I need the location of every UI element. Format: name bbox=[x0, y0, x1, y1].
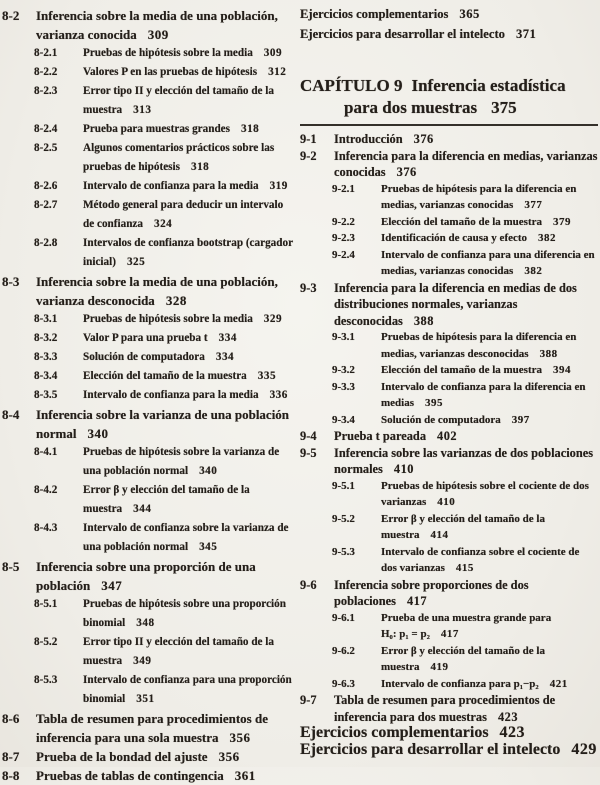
entry-title: Error β y elección del tamaño de la muestra bbox=[83, 484, 250, 515]
entry-body bbox=[381, 181, 598, 214]
toc-entry-8-7 bbox=[2, 747, 295, 766]
toc-entry-9-5.3 bbox=[300, 544, 598, 577]
entry-number: 9-3.4 bbox=[332, 413, 355, 426]
toc-entry-8-2.2 bbox=[2, 63, 295, 82]
toc-entry-8-2.1 bbox=[2, 44, 295, 63]
entry-body bbox=[381, 329, 598, 362]
toc-entry-8-8 bbox=[2, 766, 295, 785]
entry-number: 9-3 bbox=[300, 280, 317, 295]
entry-page-number: 417 bbox=[406, 594, 428, 608]
entry-number: 8-4.1 bbox=[34, 446, 58, 458]
entry-title: Solución de computadora bbox=[83, 351, 205, 363]
entry-body bbox=[36, 557, 295, 595]
entry-number: 9-2.3 bbox=[332, 232, 355, 244]
entry-number: 8-3 bbox=[2, 274, 20, 289]
entry-number: 9-2 bbox=[300, 148, 317, 163]
entry-number: 8-7 bbox=[2, 749, 20, 764]
toc-entry-8-3.3 bbox=[2, 348, 295, 367]
entry-number: 9-6.3 bbox=[332, 677, 355, 690]
chapter-9-entries bbox=[300, 131, 598, 758]
toc-entry-9-3 bbox=[300, 280, 598, 330]
entry-body bbox=[83, 386, 295, 405]
entry-body bbox=[36, 405, 295, 443]
toc-entry-8-2.3 bbox=[2, 82, 295, 120]
entry-page-number: 382 bbox=[524, 265, 543, 277]
entry-body bbox=[83, 367, 295, 386]
entry-title: Pruebas de hipótesis sobre la media bbox=[83, 313, 253, 325]
entry-title: Error tipo II y elección del tamaño de la muestra bbox=[83, 85, 275, 116]
entry-body bbox=[83, 633, 295, 671]
entry-body bbox=[381, 544, 598, 577]
entry-page-number: 319 bbox=[269, 180, 288, 192]
entry-body bbox=[83, 443, 295, 481]
entry-body bbox=[381, 511, 598, 544]
entry-body bbox=[381, 676, 598, 693]
entry-number: 8-2.7 bbox=[34, 199, 58, 211]
entry-page-number: 340 bbox=[199, 465, 218, 477]
entry-title: Método general para deducir un intervalo de confianza bbox=[83, 199, 284, 230]
entry-title: Intervalo de confianza sobre el cociente de dos varianzas bbox=[381, 545, 580, 574]
entry-title: Pruebas de hipótesis sobre la varianza de una población normal bbox=[83, 446, 280, 477]
entry-body bbox=[83, 44, 295, 63]
entry-body bbox=[83, 329, 295, 348]
entry-page-number: 312 bbox=[268, 66, 287, 78]
toc-entry-8-4.3 bbox=[2, 519, 295, 557]
entry-page-number: 325 bbox=[126, 256, 146, 268]
entry-number: 9-2.2 bbox=[332, 215, 355, 228]
entry-page-number: 423 bbox=[497, 709, 519, 724]
entry-title: Elección del tamaño de la muestra bbox=[83, 370, 247, 382]
entry-number: 8-3.2 bbox=[34, 332, 58, 344]
toc-entry-8-3.1 bbox=[2, 310, 295, 329]
toc-entry-9-6 bbox=[300, 577, 598, 610]
entry-title: Intervalo de confianza para una diferencia en medias, varianzas conocidas bbox=[381, 248, 595, 277]
entry-body bbox=[300, 5, 598, 25]
toc-entry-9-6.3 bbox=[300, 676, 598, 693]
chapter-9-title: Inferencia estadística para dos muestras bbox=[344, 76, 566, 117]
toc-entry-8-2.4 bbox=[2, 120, 295, 139]
entry-body bbox=[381, 362, 598, 379]
entry-page-number: 351 bbox=[136, 693, 155, 705]
toc-entry-9-7 bbox=[300, 692, 598, 725]
toc-left-column bbox=[2, 0, 295, 785]
chapter-8-end-exercises bbox=[300, 5, 598, 44]
entry-number: 8-4 bbox=[2, 407, 20, 422]
toc-entry-8-3.5 bbox=[2, 386, 295, 405]
entry-number: 8-3.5 bbox=[34, 389, 58, 401]
toc-entry-8-5.3 bbox=[2, 671, 295, 709]
entry-title: Ejercicios para desarrollar el intelecto bbox=[300, 26, 505, 41]
entry-body bbox=[83, 310, 295, 329]
toc-entry-9-4 bbox=[300, 428, 598, 445]
entry-title: Error β y elección del tamaño de la muestra bbox=[381, 512, 545, 541]
entry-title: Algunos comentarios prácticos sobre las pruebas de hipótesis bbox=[83, 142, 275, 173]
entry-number: 9-4 bbox=[300, 429, 317, 443]
chapter-9-page: 375 bbox=[491, 98, 517, 117]
entry-number: 8-2.1 bbox=[34, 47, 58, 59]
entry-title: Pruebas de tablas de contingencia bbox=[36, 768, 224, 783]
toc-entry-8-2.8 bbox=[2, 234, 295, 272]
entry-title: Prueba de la bondad del ajuste bbox=[36, 749, 208, 764]
entry-page-number: 376 bbox=[396, 165, 417, 179]
entry-title: Prueba t pareada bbox=[334, 429, 427, 443]
entry-page-number: 395 bbox=[425, 397, 443, 409]
entry-page-number: 394 bbox=[553, 364, 572, 376]
entry-number: 8-2.8 bbox=[34, 237, 58, 249]
toc-entry-9-5 bbox=[300, 445, 598, 478]
entry-page-number: 376 bbox=[413, 132, 434, 146]
entry-page-number: 419 bbox=[430, 661, 449, 673]
entry-body bbox=[36, 709, 295, 747]
entry-body bbox=[381, 643, 598, 676]
toc-entry-8-3.2 bbox=[2, 329, 295, 348]
toc-entry-8-2 bbox=[2, 6, 295, 44]
entry-number: 9-5.2 bbox=[332, 512, 355, 525]
entry-body bbox=[334, 445, 598, 478]
entry-number: 8-2.4 bbox=[34, 123, 58, 135]
entry-body bbox=[83, 177, 295, 196]
entry-page-number: 402 bbox=[437, 429, 458, 443]
entry-body bbox=[83, 82, 295, 120]
toc-entry-9-2.1 bbox=[300, 181, 598, 214]
entry-body bbox=[381, 379, 598, 412]
entry-title: Ejercicios complementarios bbox=[300, 7, 449, 21]
entry-body bbox=[334, 428, 598, 445]
toc-entry-9-1 bbox=[300, 131, 598, 148]
entry-body bbox=[83, 120, 295, 139]
entry-page-number: 388 bbox=[539, 347, 558, 360]
entry-body bbox=[334, 692, 598, 725]
entry-page-number: 334 bbox=[218, 332, 237, 344]
entry-title: Introducción bbox=[334, 132, 403, 146]
entry-page-number: 347 bbox=[101, 578, 123, 593]
entry-title: Inferencia sobre la media de una población, varianza conocida bbox=[36, 8, 278, 42]
entry-title: Prueba para muestras grandes bbox=[83, 123, 230, 135]
entry-page-number: 313 bbox=[133, 104, 152, 116]
entry-body bbox=[334, 280, 598, 330]
entry-number: 9-2.4 bbox=[332, 248, 355, 261]
entry-body bbox=[83, 595, 295, 633]
entry-title: Inferencia sobre las varianzas de dos poblaciones normales bbox=[334, 445, 594, 476]
toc-entry bbox=[300, 25, 598, 45]
toc-entry-8-2.6 bbox=[2, 177, 295, 196]
entry-body bbox=[83, 671, 295, 709]
entry-number: 8-5.2 bbox=[34, 636, 58, 648]
entry-page-number: 365 bbox=[459, 7, 480, 21]
entry-body bbox=[300, 742, 598, 759]
entry-body bbox=[334, 577, 598, 610]
toc-entry-8-5.1 bbox=[2, 595, 295, 633]
entry-page-number: 348 bbox=[136, 617, 155, 629]
entry-title: Intervalo de confianza para la media bbox=[83, 389, 259, 401]
toc-entry-9-2.4 bbox=[300, 247, 598, 280]
entry-title: Identificación de causa y efecto bbox=[381, 232, 528, 244]
entry-page-number: 328 bbox=[165, 293, 187, 308]
entry-title: Intervalo de confianza sobre la varianza de una población normal bbox=[83, 522, 289, 553]
toc-entry bbox=[300, 742, 598, 759]
entry-page-number: 379 bbox=[553, 215, 572, 228]
toc-entry bbox=[300, 5, 598, 25]
entry-number: 9-6.2 bbox=[332, 644, 355, 657]
toc-entry-8-6 bbox=[2, 709, 295, 747]
entry-page-number: 345 bbox=[199, 541, 218, 553]
toc-entry-9-3.1 bbox=[300, 329, 598, 362]
entry-title: Inferencia para la diferencia en medias, varianzas conocidas bbox=[334, 148, 598, 179]
entry-number: 8-2.6 bbox=[34, 180, 58, 192]
toc-entry-9-3.3 bbox=[300, 379, 598, 412]
entry-body bbox=[83, 139, 295, 177]
entry-number: 8-8 bbox=[2, 768, 20, 783]
entry-title: Ejercicios complementarios bbox=[300, 724, 489, 741]
entry-title: Error tipo II y elección del tamaño de la muestra bbox=[83, 636, 275, 667]
entry-page-number: 356 bbox=[229, 730, 251, 745]
toc-entry-8-2.7 bbox=[2, 196, 295, 234]
entry-title: Elección del tamaño de la muestra bbox=[381, 364, 543, 376]
entry-body bbox=[83, 196, 295, 234]
toc-entry-9-3.4 bbox=[300, 412, 598, 429]
entry-body bbox=[83, 63, 295, 82]
entry-title: Intervalo de confianza para p₁−p₂ bbox=[381, 677, 539, 690]
entry-body bbox=[36, 272, 295, 310]
entry-title: Inferencia sobre la media de una población, varianza desconocida bbox=[36, 274, 278, 308]
entry-body bbox=[334, 148, 598, 181]
entry-page-number: 382 bbox=[538, 232, 557, 244]
entry-page-number: 429 bbox=[571, 740, 597, 758]
entry-number: 9-6 bbox=[300, 577, 317, 592]
entry-number: 8-2.5 bbox=[34, 142, 58, 154]
entry-title: Intervalo de confianza para una proporción binomial bbox=[83, 674, 292, 705]
entry-title: Intervalo de confianza para la media bbox=[83, 180, 259, 192]
entry-title: Inferencia para la diferencia en medias de dos distribuciones normales, varianzas desconocidas bbox=[334, 280, 577, 328]
entry-page-number: 336 bbox=[269, 389, 288, 401]
entry-page-number: 410 bbox=[393, 462, 414, 476]
entry-page-number: 340 bbox=[87, 426, 109, 441]
entry-number: 9-3.3 bbox=[332, 380, 355, 393]
entry-title: Inferencia sobre la varianza de una población normal bbox=[36, 407, 290, 441]
entry-title: Intervalos de confianza bootstrap (cargador inicial) bbox=[83, 237, 293, 268]
entry-page-number: 410 bbox=[437, 496, 456, 508]
entry-page-number: 309 bbox=[147, 27, 169, 42]
entry-body bbox=[36, 747, 295, 766]
entry-title: Pruebas de hipótesis para la diferencia en medias, varianzas conocidas bbox=[381, 182, 577, 211]
entry-body bbox=[36, 6, 295, 44]
entry-title: Intervalo de confianza para la diferencia en medias bbox=[381, 380, 586, 409]
toc-entry-9-5.2 bbox=[300, 511, 598, 544]
entry-page-number: 415 bbox=[455, 562, 474, 574]
toc-entry-8-4 bbox=[2, 405, 295, 443]
entry-title: Inferencia sobre una proporción de una población bbox=[36, 559, 256, 593]
entry-title: Pruebas de hipótesis sobre la media bbox=[83, 47, 253, 59]
entry-body bbox=[83, 234, 295, 272]
entry-title: Pruebas de hipótesis para la diferencia en medias, varianzas desconocidas bbox=[381, 331, 577, 360]
toc-entry-8-5.2 bbox=[2, 633, 295, 671]
entry-title: Solución de computadora bbox=[381, 413, 501, 426]
entry-number: 8-3.3 bbox=[34, 351, 58, 363]
entry-title: Error β y elección del tamaño de la muestra bbox=[381, 644, 545, 673]
entry-number: 9-6.1 bbox=[332, 611, 355, 624]
entry-title: Ejercicios para desarrollar el intelecto bbox=[300, 740, 561, 758]
toc-entry-8-2.5 bbox=[2, 139, 295, 177]
entry-number: 8-5.3 bbox=[34, 674, 58, 686]
chapter-9-heading bbox=[300, 75, 598, 126]
entry-body bbox=[300, 725, 598, 742]
entry-page-number: 335 bbox=[257, 370, 277, 382]
entry-body bbox=[381, 230, 598, 247]
entry-page-number: 417 bbox=[440, 628, 459, 640]
entry-title: Prueba de una muestra grande para H₀: p₁ = p₂ bbox=[381, 611, 552, 640]
entry-body bbox=[83, 519, 295, 557]
toc-entry bbox=[300, 725, 598, 742]
toc-entry-9-2.2 bbox=[300, 214, 598, 231]
toc-right-column bbox=[300, 0, 598, 758]
entry-number: 8-2 bbox=[2, 8, 20, 23]
entry-number: 9-1 bbox=[300, 132, 317, 146]
toc-entry-9-6.2 bbox=[300, 643, 598, 676]
toc-entry-8-3.4 bbox=[2, 367, 295, 386]
entry-number: 8-2.2 bbox=[34, 66, 58, 78]
entry-page-number: 334 bbox=[215, 351, 235, 363]
entry-number: 8-2.3 bbox=[34, 85, 58, 97]
toc-entry-8-4.1 bbox=[2, 443, 295, 481]
entry-page-number: 414 bbox=[430, 529, 449, 541]
entry-number: 9-5.3 bbox=[332, 545, 355, 558]
entry-number: 8-5.1 bbox=[34, 598, 58, 610]
entry-page-number: 421 bbox=[549, 677, 568, 690]
entry-page-number: 344 bbox=[133, 503, 152, 515]
toc-entry-9-6.1 bbox=[300, 610, 598, 643]
entry-body bbox=[300, 25, 598, 45]
toc-entry-8-3 bbox=[2, 272, 295, 310]
entry-page-number: 423 bbox=[499, 724, 526, 741]
entry-number: 8-5 bbox=[2, 559, 20, 574]
entry-number: 9-3.1 bbox=[332, 331, 355, 343]
entry-page-number: 329 bbox=[263, 313, 283, 325]
entry-body bbox=[381, 610, 598, 643]
entry-body bbox=[381, 247, 598, 280]
entry-title: Valor P para una prueba t bbox=[83, 332, 208, 344]
entry-number: 9-5.1 bbox=[332, 479, 355, 492]
entry-body bbox=[36, 766, 295, 785]
entry-page-number: 318 bbox=[190, 161, 210, 173]
chapter-9-label: CAPÍTULO 9 bbox=[300, 76, 403, 95]
entry-title: Elección del tamaño de la muestra bbox=[381, 215, 543, 228]
entry-number: 8-6 bbox=[2, 711, 20, 726]
entry-page-number: 371 bbox=[515, 26, 537, 41]
entry-number: 9-3.2 bbox=[332, 364, 355, 376]
entry-title: Tabla de resumen para procedimientos de inferencia para una sola muestra bbox=[36, 711, 268, 745]
toc-entry-9-2.3 bbox=[300, 230, 598, 247]
entry-title: Inferencia sobre proporciones de dos poblaciones bbox=[334, 577, 529, 608]
entry-title: Valores P en las pruebas de hipótesis bbox=[83, 66, 258, 78]
entry-number: 8-3.4 bbox=[34, 370, 58, 382]
entry-page-number: 324 bbox=[153, 218, 173, 230]
toc-entry-9-3.2 bbox=[300, 362, 598, 379]
entry-page-number: 309 bbox=[263, 47, 283, 59]
toc-entry-8-4.2 bbox=[2, 481, 295, 519]
entry-page-number: 388 bbox=[413, 313, 434, 328]
entry-body bbox=[83, 481, 295, 519]
toc-entry-9-2 bbox=[300, 148, 598, 181]
entry-number: 9-2.1 bbox=[332, 182, 355, 195]
entry-body bbox=[334, 131, 598, 148]
entry-number: 8-4.2 bbox=[34, 484, 58, 496]
entry-page-number: 356 bbox=[218, 749, 240, 764]
entry-page-number: 318 bbox=[240, 123, 260, 135]
entry-number: 8-4.3 bbox=[34, 522, 58, 534]
entry-title: Tabla de resumen para procedimientos de inferencia para dos muestras bbox=[334, 693, 556, 724]
entry-title: Pruebas de hipótesis sobre el cociente de dos varianzas bbox=[381, 479, 589, 508]
entry-body bbox=[83, 348, 295, 367]
entry-title: Pruebas de hipótesis sobre una proporción binomial bbox=[83, 598, 286, 629]
toc-entry-8-5 bbox=[2, 557, 295, 595]
entry-body bbox=[381, 478, 598, 511]
entry-number: 8-3.1 bbox=[34, 313, 58, 325]
entry-page-number: 349 bbox=[133, 655, 152, 667]
entry-number: 9-7 bbox=[300, 693, 317, 707]
entry-page-number: 377 bbox=[524, 199, 543, 211]
entry-body bbox=[381, 214, 598, 231]
toc-entry-9-5.1 bbox=[300, 478, 598, 511]
entry-number: 9-5 bbox=[300, 445, 317, 460]
entry-body bbox=[381, 412, 598, 429]
entry-page-number: 361 bbox=[234, 768, 256, 783]
entry-page-number: 397 bbox=[511, 413, 530, 426]
